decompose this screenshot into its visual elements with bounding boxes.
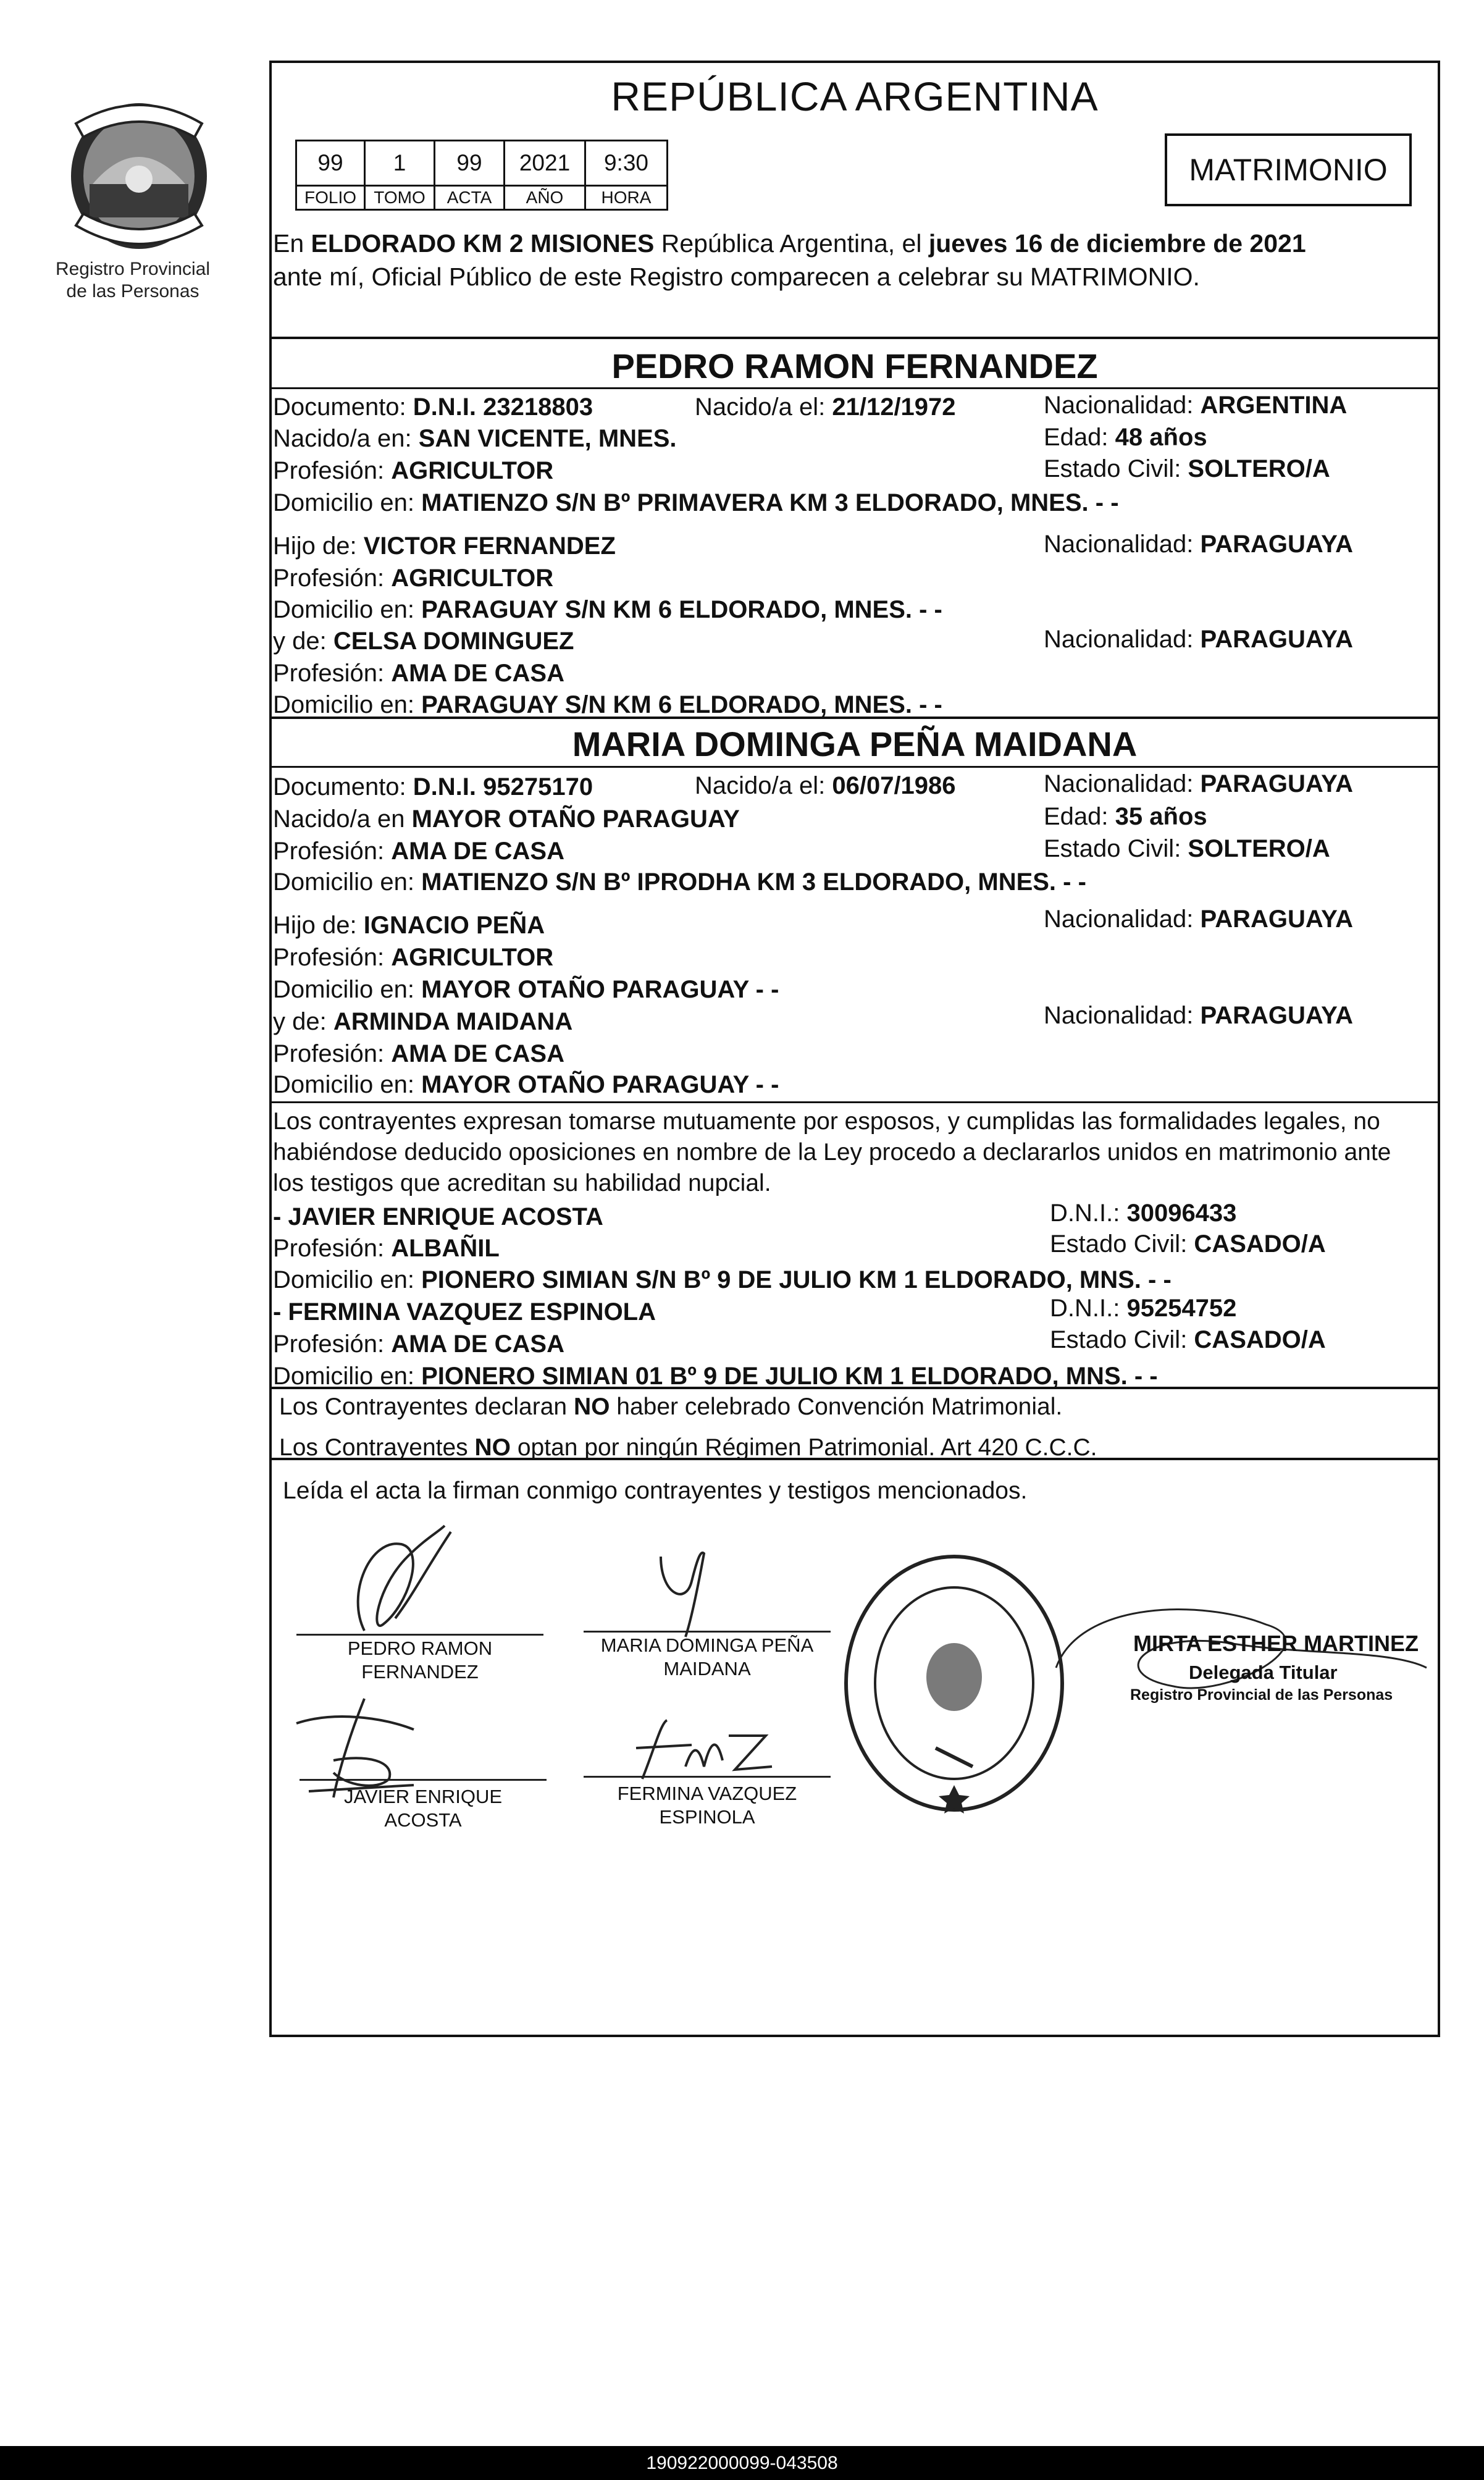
spouse1-mother-address: Domicilio en: PARAGUAY S/N KM 6 ELDORADO, MNES. - - — [273, 691, 942, 718]
signature-fermina-vazquez — [618, 1711, 790, 1785]
spouse1-birthplace: Nacido/a en: SAN VICENTE, MNES. — [273, 425, 677, 452]
witness2-civil-status: Estado Civil: CASADO/A — [1050, 1326, 1326, 1353]
document-code: 190922000099-043508 — [0, 2446, 1484, 2480]
official-stamp-icon — [837, 1544, 1071, 1822]
folio-label: FOLIO — [296, 186, 365, 210]
spouse1-document: Documento: D.N.I. 23218803 — [273, 393, 593, 421]
spouse1-nationality: Nacionalidad: ARGENTINA — [1044, 392, 1348, 419]
spouse2-address: Domicilio en: MATIENZO S/N Bº IPRODHA KM 3 ELDORADO, MNES. - - — [273, 868, 1086, 896]
signature-pedro-fernandez — [333, 1520, 482, 1643]
witness1-name: - JAVIER ENRIQUE ACOSTA — [273, 1203, 603, 1230]
act-type-box: MATRIMONIO — [1165, 133, 1412, 206]
spouse1-address: Domicilio en: MATIENZO S/N Bº PRIMAVERA KM 3 ELDORADO, MNES. - - — [273, 489, 1119, 516]
witness1-dni: D.N.I.: 30096433 — [1050, 1200, 1237, 1227]
spouse1-mother-profession: Profesión: AMA DE CASA — [273, 660, 564, 687]
spouse2-father-nationality: Nacionalidad: PARAGUAYA — [1044, 906, 1353, 933]
ano-value: 2021 — [505, 141, 585, 186]
spouse1-name: PEDRO RAMON FERNANDEZ — [611, 347, 1098, 385]
signature-line-3 — [300, 1779, 547, 1781]
divider — [269, 1458, 1440, 1460]
spouse2-father: Hijo de: IGNACIO PEÑA — [273, 912, 545, 939]
spouse1-birthdate: Nacido/a el: 21/12/1972 — [695, 393, 956, 421]
divider — [269, 337, 1440, 339]
witness1-profession: Profesión: ALBAÑIL — [273, 1235, 500, 1262]
spouse1-father-nationality: Nacionalidad: PARAGUAYA — [1044, 531, 1353, 558]
spouse2-father-address: Domicilio en: MAYOR OTAÑO PARAGUAY - - — [273, 976, 779, 1003]
witness2-name: - FERMINA VAZQUEZ ESPINOLA — [273, 1298, 656, 1326]
signature-line-1 — [296, 1634, 543, 1636]
signature-name-2: MARIA DOMINGA PEÑA MAIDANA — [600, 1634, 814, 1679]
divider — [269, 1101, 1440, 1103]
official-title: Delegada Titular — [1189, 1662, 1338, 1683]
declaration-line2: habiéndose deducido oposiciones en nombre de la Ley procedo a declararlos unidos en matrimonio ante — [273, 1139, 1391, 1166]
hora-label: HORA — [585, 186, 668, 210]
spouse2-mother: y de: ARMINDA MAIDANA — [273, 1008, 573, 1035]
regime-line2: Los Contrayentes NO optan por ningún Régimen Patrimonial. Art 420 C.C.C. — [279, 1434, 1097, 1461]
witness2-profession: Profesión: AMA DE CASA — [273, 1330, 564, 1358]
signature-line-2 — [584, 1631, 831, 1633]
seal-caption-line2: de las Personas — [66, 281, 199, 301]
signature-line-4 — [584, 1776, 831, 1778]
signature-maria-pena — [642, 1544, 735, 1643]
intro-line2: ante mí, Oficial Público de este Registro comparecen a celebrar su MATRIMONIO. — [273, 263, 1200, 291]
registry-meta-table — [295, 140, 668, 211]
spouse2-mother-address: Domicilio en: MAYOR OTAÑO PARAGUAY - - — [273, 1071, 779, 1098]
spouse2-nationality: Nacionalidad: PARAGUAYA — [1044, 770, 1353, 797]
seal-caption — [31, 258, 235, 303]
spouse1-mother: y de: CELSA DOMINGUEZ — [273, 628, 574, 655]
signature-name-1: PEDRO RAMON FERNANDEZ — [347, 1637, 493, 1683]
spouse2-age: Edad: 35 años — [1044, 803, 1207, 830]
witness2-dni: D.N.I.: 95254752 — [1050, 1295, 1237, 1322]
intro-line1: En ELDORADO KM 2 MISIONES República Argentina, el jueves 16 de diciembre de 2021 — [273, 229, 1306, 258]
acta-value: 99 — [435, 141, 505, 186]
divider — [269, 766, 1440, 768]
divider — [269, 387, 1440, 389]
spouse1-age: Edad: 48 años — [1044, 424, 1207, 451]
spouse2-mother-nationality: Nacionalidad: PARAGUAYA — [1044, 1002, 1353, 1029]
spouse2-civil-status: Estado Civil: SOLTERO/A — [1044, 835, 1330, 862]
spouse1-profession: Profesión: AGRICULTOR — [273, 457, 554, 484]
closing-statement: Leída el acta la firman conmigo contrayentes y testigos mencionados. — [283, 1477, 1028, 1504]
spouse1-father-profession: Profesión: AGRICULTOR — [273, 565, 554, 592]
witness1-address: Domicilio en: PIONERO SIMIAN S/N Bº 9 DE JULIO KM 1 ELDORADO, MNS. - - — [273, 1266, 1172, 1293]
spouse1-father: Hijo de: VICTOR FERNANDEZ — [273, 532, 616, 560]
spouse1-father-address: Domicilio en: PARAGUAY S/N KM 6 ELDORADO, MNES. - - — [273, 596, 942, 623]
acta-label: ACTA — [435, 186, 505, 210]
spouse2-document: Documento: D.N.I. 95275170 — [273, 773, 593, 801]
signature-name-4: FERMINA VAZQUEZ ESPINOLA — [617, 1783, 797, 1828]
official-name: MIRTA ESTHER MARTINEZ — [1133, 1631, 1419, 1656]
spouse2-mother-profession: Profesión: AMA DE CASA — [273, 1040, 564, 1067]
spouse1-civil-status: Estado Civil: SOLTERO/A — [1044, 455, 1330, 482]
tomo-value: 1 — [365, 141, 435, 186]
folio-value: 99 — [296, 141, 365, 186]
seal-caption-line1: Registro Provincial — [55, 259, 211, 279]
official-organization: Registro Provincial de las Personas — [1130, 1686, 1393, 1704]
spouse2-birthplace: Nacido/a en MAYOR OTAÑO PARAGUAY — [273, 805, 740, 833]
spouse2-name: MARIA DOMINGA PEÑA MAIDANA — [572, 725, 1138, 763]
spouse2-profession: Profesión: AMA DE CASA — [273, 838, 564, 865]
divider — [269, 717, 1440, 719]
misiones-emblem-icon — [46, 93, 232, 259]
declaration-line3: los testigos que acreditan su habilidad nupcial. — [273, 1170, 771, 1196]
spouse2-father-profession: Profesión: AGRICULTOR — [273, 944, 554, 971]
divider — [269, 1387, 1440, 1389]
tomo-label: TOMO — [365, 186, 435, 210]
spouse2-birthdate: Nacido/a el: 06/07/1986 — [695, 772, 956, 799]
declaration-line1: Los contrayentes expresan tomarse mutuamente por esposos, y cumplidas las formalidades legales, no — [273, 1108, 1380, 1135]
country-title: REPÚBLICA ARGENTINA — [611, 74, 1099, 119]
regime-line1: Los Contrayentes declaran NO haber celebrado Convención Matrimonial. — [279, 1393, 1063, 1420]
hora-value: 9:30 — [585, 141, 668, 186]
spouse1-mother-nationality: Nacionalidad: PARAGUAYA — [1044, 626, 1353, 653]
witness2-address: Domicilio en: PIONERO SIMIAN 01 Bº 9 DE JULIO KM 1 ELDORADO, MNS. - - — [273, 1363, 1158, 1390]
witness1-civil-status: Estado Civil: CASADO/A — [1050, 1230, 1326, 1258]
signature-name-3: JAVIER ENRIQUE ACOSTA — [343, 1786, 503, 1831]
ano-label: AÑO — [505, 186, 585, 210]
